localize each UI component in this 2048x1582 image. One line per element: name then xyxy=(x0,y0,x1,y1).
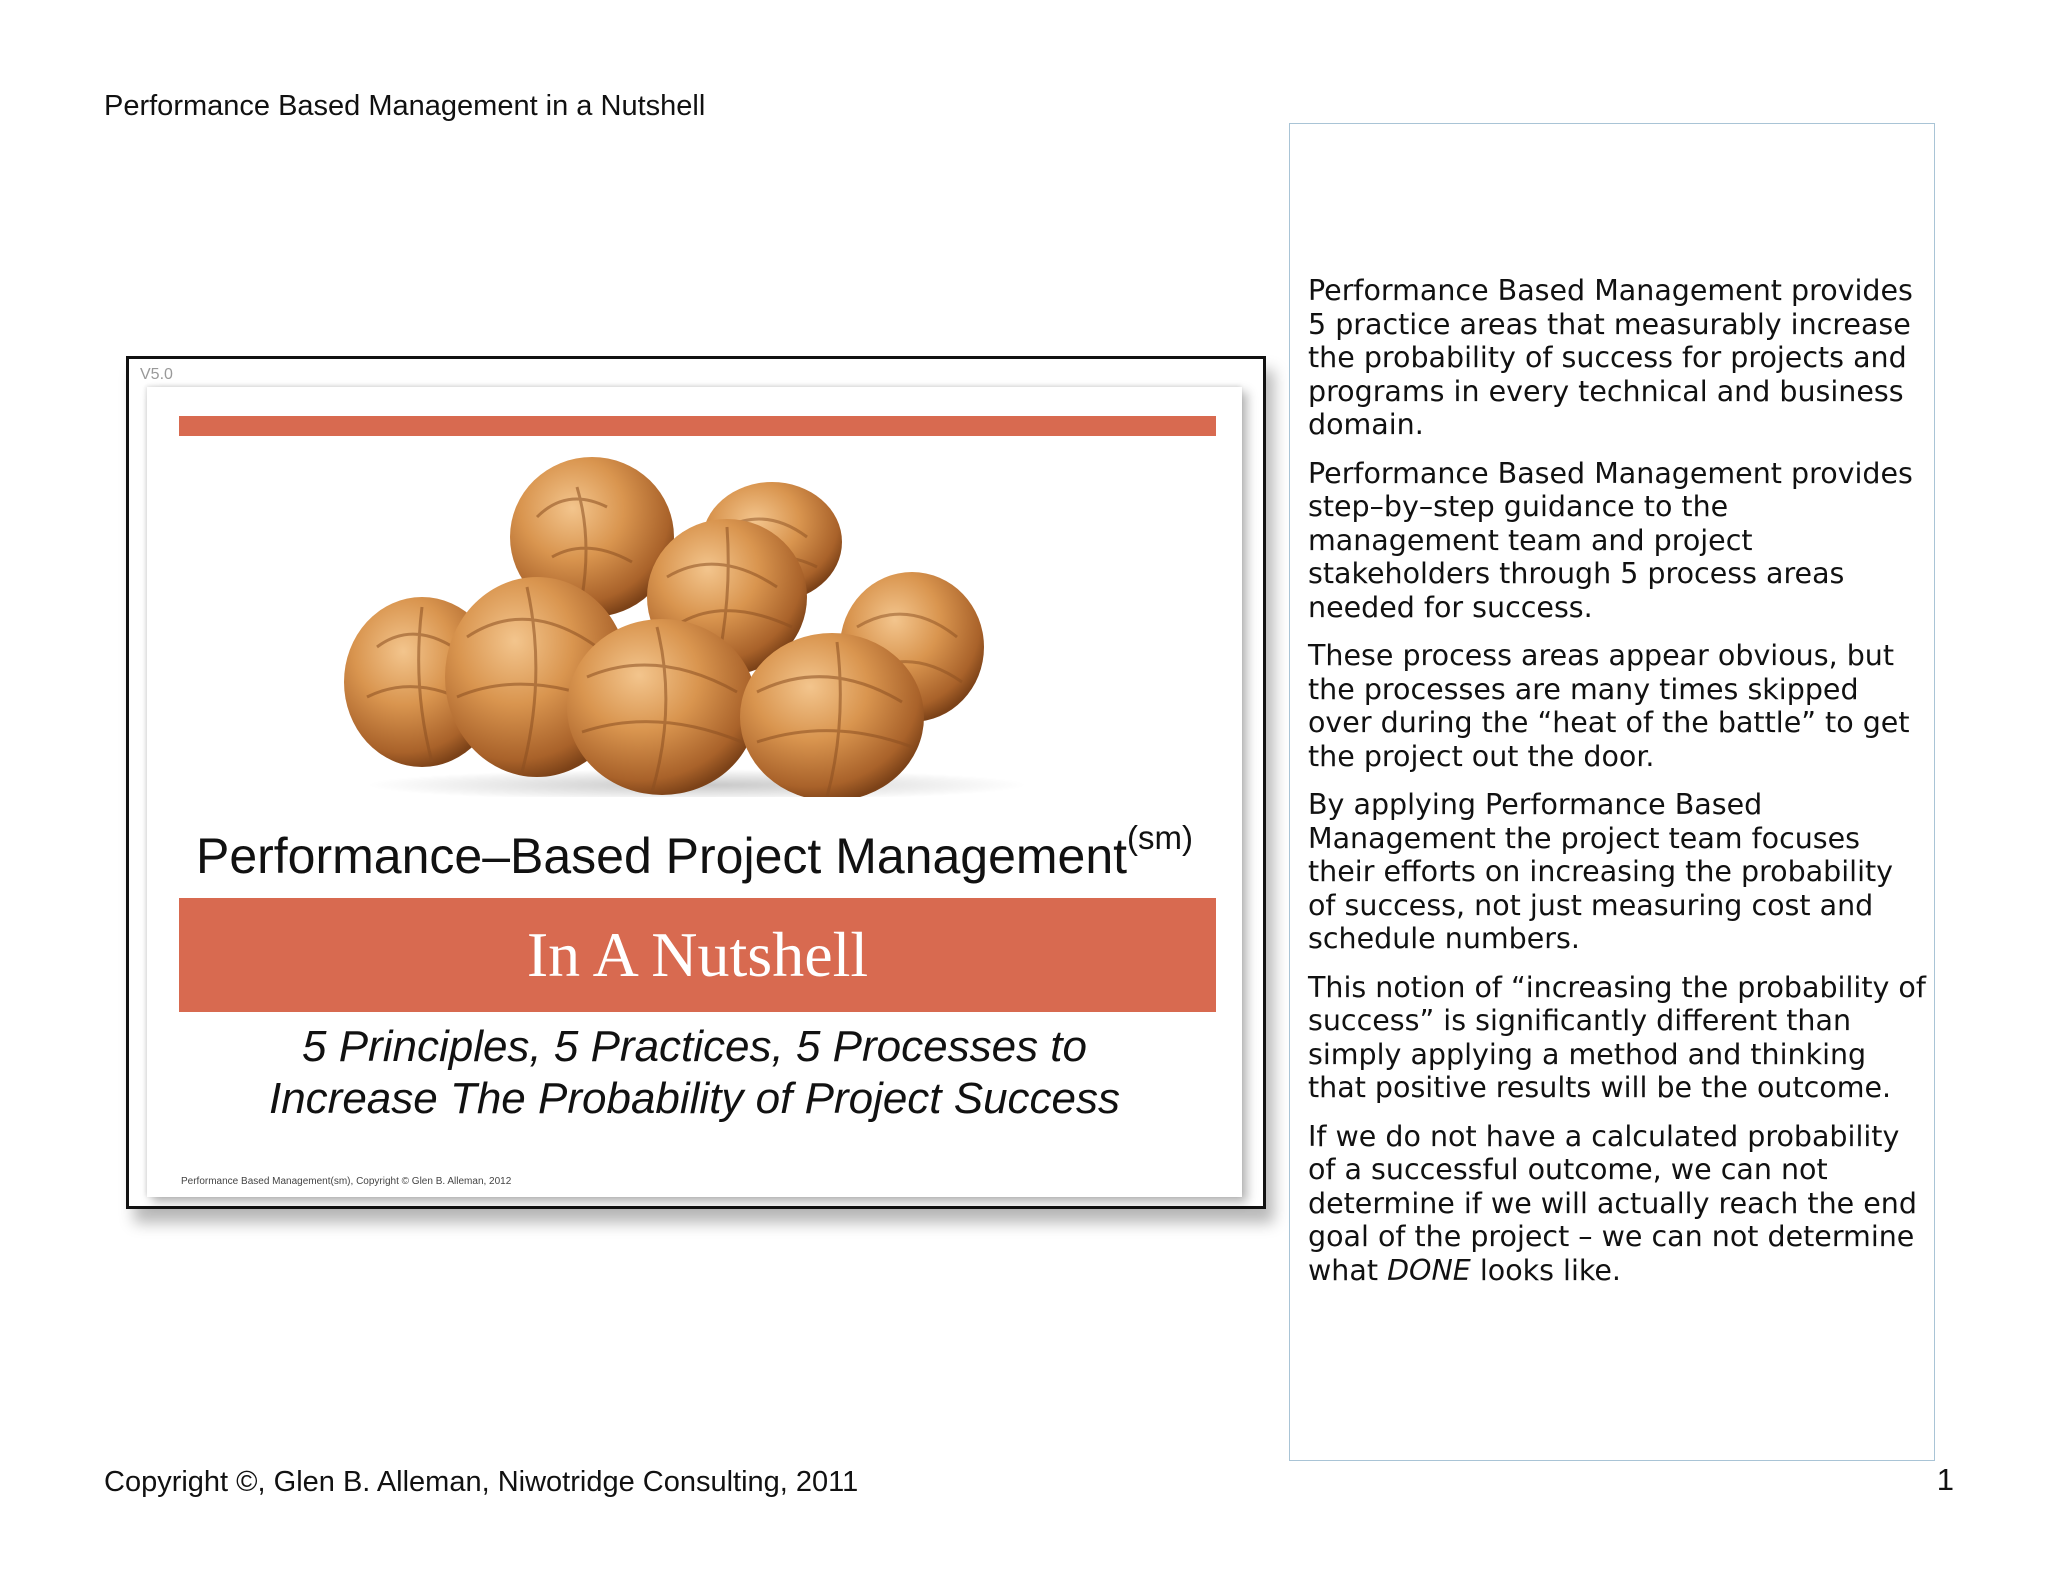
paragraph-done: If we do not have a calculated probability of a successful outcome, we can not determine if we will actually reach the end goal of the project – we can not determine what DONE looks like. xyxy=(1308,1119,1917,1287)
walnuts-image xyxy=(337,447,1057,797)
paragraph: By applying Performance Based Management the project team focuses their efforts on increasing the probability of success, not just measuring cost and schedule numbers. xyxy=(1308,788,1894,955)
description-text-box xyxy=(1289,123,1935,1461)
page-header-title: Performance Based Management in a Nutshell xyxy=(104,90,706,122)
slide-subtitle-line-1: 5 Principles, 5 Practices, 5 Processes to xyxy=(302,1022,1087,1071)
nutshell-banner-text: In A Nutshell xyxy=(526,919,869,990)
slide-subtitle-line-2: Increase The Probability of Project Success xyxy=(268,1074,1121,1123)
done-emphasis: DONE xyxy=(1387,1253,1471,1287)
slide-top-rule xyxy=(179,416,1216,436)
slide-title: Performance–Based Project Management$^{(sm)}$ xyxy=(195,819,1194,884)
paragraph: Performance Based Management provides 5 practice areas that measurably increase the probability of success for projects and programs in every technical and business domain. xyxy=(1308,274,1913,441)
footer-copyright: Copyright ©, Glen B. Alleman, Niwotridge Consulting, 2011 xyxy=(104,1466,859,1498)
paragraph: Performance Based Management provides step–by–step guidance to the management team and project stakeholders through 5 process areas needed for success. xyxy=(1308,456,1913,624)
slide-subtitle xyxy=(147,1021,1242,1125)
slide-thumbnail xyxy=(126,356,1266,1209)
slide-version-label: V5.0 xyxy=(140,366,173,383)
description-text xyxy=(1308,274,1928,1302)
page-number: 1 xyxy=(1936,1462,1954,1497)
slide-canvas xyxy=(147,387,1242,1197)
paragraph: This notion of “increasing the probability of success” is significantly different than simply applying a method and thinking that positive results will be the outcome. xyxy=(1308,970,1926,1104)
paragraph: These process areas appear obvious, but the processes are many times skipped over during the “heat of the battle” to get the project out the door. xyxy=(1308,639,1910,773)
slide-copyright: Performance Based Management(sm), Copyright © Glen B. Alleman, 2012 xyxy=(181,1176,512,1187)
nutshell-banner xyxy=(179,898,1216,1012)
service-mark: (sm) xyxy=(1127,819,1194,856)
